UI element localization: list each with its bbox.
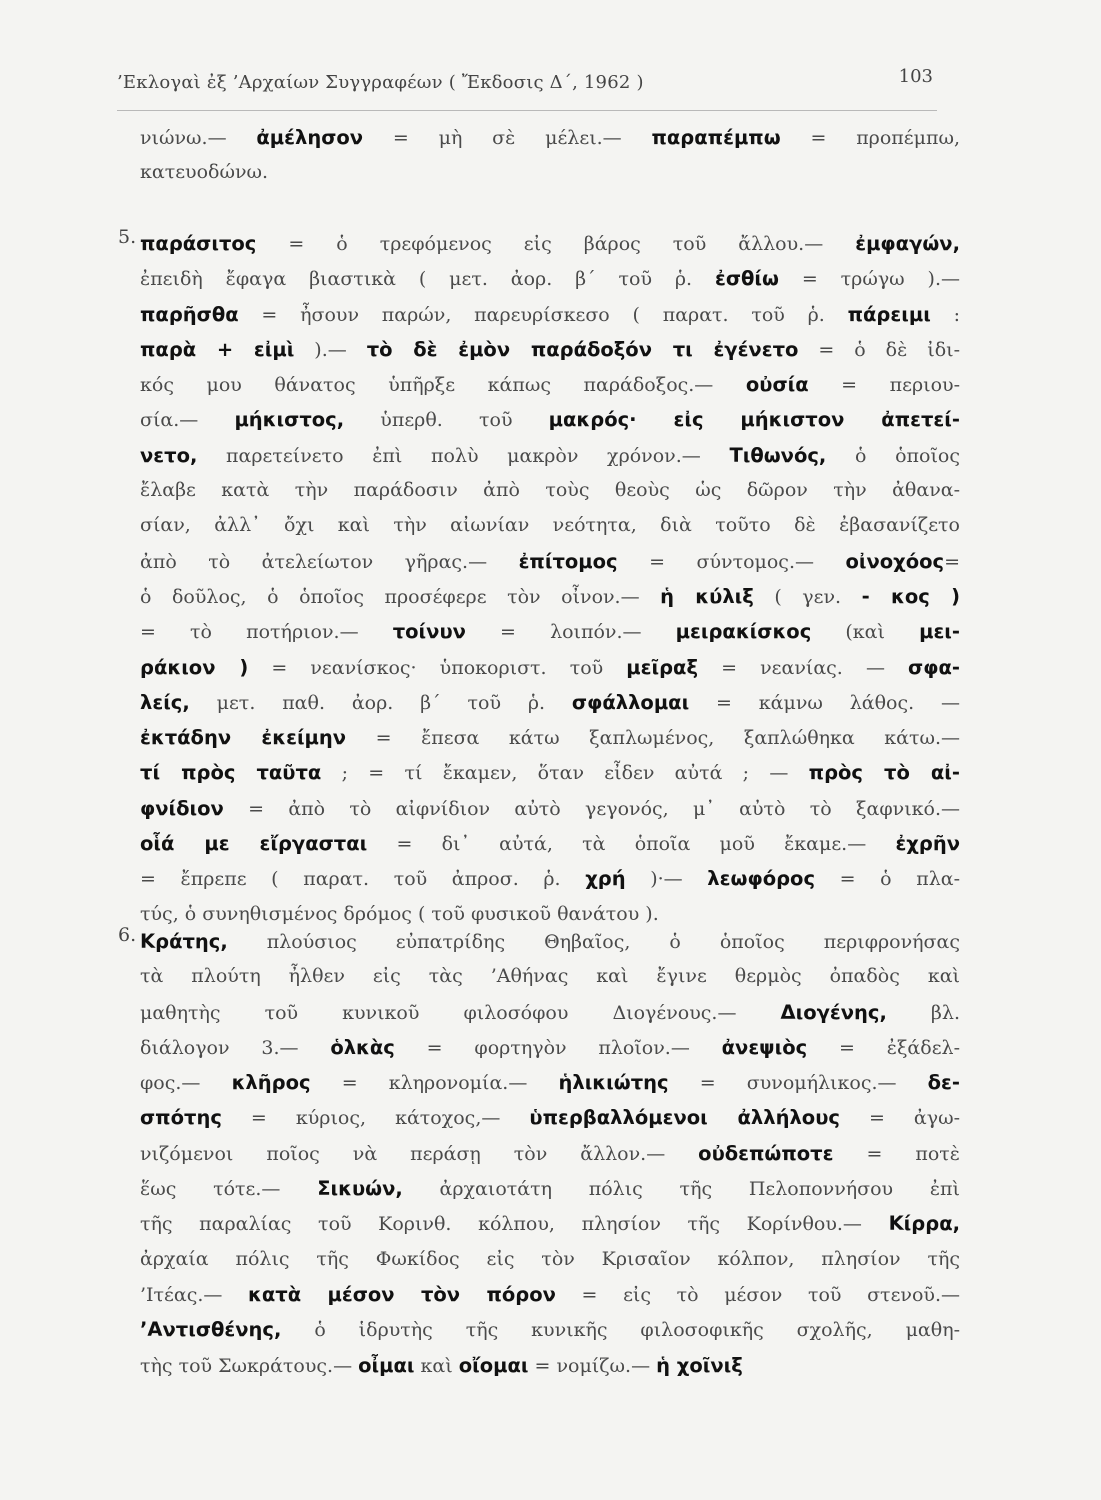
gloss-text: ἀρχαιοτάτη πόλις τῆς Πελοποννήσου ἐπὶ <box>402 1178 960 1201</box>
gloss-text: κατευοδώνω. <box>140 161 269 184</box>
gloss-text: = μὴ σὲ μέλει.— <box>363 127 652 149</box>
gloss-text: τύς, ὁ συνηθισμένος δρόμος ( τοῦ φυσικοῦ θανάτου ). <box>140 902 659 925</box>
glossary-term: τοίνυν <box>392 620 466 644</box>
glossary-term: πρὸς τὸ αἰ- <box>808 761 960 785</box>
gloss-text: = δι᾽ αὐτά, τὰ ὁποῖα μοῦ ἔκαμε.— <box>367 833 896 856</box>
glossary-term: παράσιτος <box>140 232 257 255</box>
gloss-text: = συνομήλικος.— <box>668 1072 928 1095</box>
gloss-text: ὁ δοῦλος, ὁ ὁποῖος προσέφερε τὸν οἶνον.— <box>140 585 661 608</box>
text-line <box>140 1171 960 1206</box>
gloss-text: = ποτὲ <box>833 1142 960 1165</box>
glossary-term: οἴομαι <box>458 1353 529 1377</box>
gloss-text: = ἀγω- <box>839 1107 960 1130</box>
glossary-term: - κος ) <box>861 584 960 608</box>
glossary-term: ἐμφαγών, <box>855 232 960 255</box>
glossary-term: τί πρὸς ταῦτα <box>140 761 322 785</box>
gloss-text: ( γεν. <box>753 585 862 608</box>
gloss-text: βλ. <box>886 1001 960 1024</box>
gloss-text: = λοιπόν.— <box>465 621 676 644</box>
text-line <box>140 959 960 994</box>
text-line <box>140 579 960 614</box>
text-line <box>140 1206 960 1241</box>
gloss-text: νιώνω.— <box>140 127 257 149</box>
gloss-text: = ὁ δὲ ἰδι- <box>798 338 960 361</box>
gloss-text: = ὁ τρεφόμενος εἰς βάρος τοῦ ἄλλου.— <box>256 233 856 255</box>
glossary-term: Τιθωνός, <box>729 443 827 467</box>
text-line <box>140 861 960 896</box>
gloss-text: = κληρονομία.— <box>310 1072 559 1095</box>
gloss-text: ἐπειδὴ ἔφαγα βιαστικὰ ( μετ. ἀορ. β΄ τοῦ ῥ. <box>140 268 715 291</box>
glossary-term: μεῖραξ <box>626 655 698 679</box>
text-line <box>140 1312 960 1347</box>
gloss-text: τὴς τοῦ Σωκράτους.— <box>140 1354 359 1377</box>
gloss-text: : <box>930 303 960 326</box>
gloss-text: ὑπερθ. τοῦ <box>344 409 549 432</box>
text-line <box>140 155 960 190</box>
gloss-text: ).— <box>294 338 367 361</box>
glossary-term: ἡλικιώτης <box>558 1071 669 1095</box>
text-line <box>140 995 960 1030</box>
glossary-term: Διογένης, <box>780 1000 887 1024</box>
gloss-text: κός μου θάνατος ὑπῆρξε κάπως παράδοξος.— <box>140 374 746 397</box>
text-line <box>140 544 960 579</box>
continuation-paragraph <box>140 120 960 191</box>
gloss-text: = νεανίας. — <box>697 656 909 679</box>
glossary-term: οἶμαι <box>358 1353 415 1377</box>
glossary-term: μειρακίσκος <box>675 620 812 644</box>
gloss-text: )·— <box>625 868 708 891</box>
gloss-text: καὶ <box>414 1354 459 1377</box>
section-number: 5. <box>118 226 137 248</box>
section-number: 6. <box>118 924 137 946</box>
gloss-text: σία.— <box>140 409 235 432</box>
text-line <box>140 120 960 155</box>
glossary-section-6 <box>118 924 960 1383</box>
glossary-term: ἐκτάδην ἐκείμην <box>140 726 347 750</box>
gloss-text: = ἀπὸ τὸ αἰφνίδιον αὐτὸ γεγονός, μ᾽ αὐτὸ τὸ ξαφνικό.— <box>223 797 960 820</box>
glossary-term: οἷά με εἴργασται <box>140 832 368 856</box>
paragraph-lines <box>140 120 960 191</box>
gloss-text: τὰ πλούτη ἦλθεν εἰς τὰς ’Αθήνας καὶ ἔγινε θερμὸς ὀπαδὸς καὶ <box>140 965 960 988</box>
text-line <box>140 1277 960 1312</box>
text-line <box>140 1030 960 1065</box>
gloss-text: ἕως τότε.— <box>140 1178 318 1201</box>
glossary-term: μει- <box>919 620 960 644</box>
text-line <box>140 826 960 861</box>
text-line <box>140 261 960 296</box>
gloss-text: ; = τί ἔκαμεν, ὅταν εἶδεν αὐτά ; — <box>321 762 809 785</box>
glossary-term: παρῆσθα <box>140 302 239 326</box>
glossary-term: λείς, <box>140 690 190 714</box>
glossary-term: σφα- <box>908 655 960 679</box>
text-line <box>140 402 960 437</box>
gloss-text: πλούσιος εὐπατρίδης Θηβαῖος, ὁ ὁποῖος περιφρονήσας <box>227 931 960 953</box>
gloss-text: ἀπὸ τὸ ἀτελείωτον γῆρας.— <box>140 550 519 573</box>
text-line <box>140 614 960 649</box>
gloss-text: = εἰς τὸ μέσον τοῦ στενοῦ.— <box>555 1283 960 1306</box>
gloss-text: = κύριος, κάτοχος,— <box>221 1107 530 1130</box>
gloss-text: = ἔπρεπε ( παρατ. τοῦ ἀπροσ. ῥ. <box>140 868 586 891</box>
paragraph-lines <box>140 226 960 932</box>
gloss-text: = φορτηγὸν πλοῖον.— <box>394 1036 722 1059</box>
gloss-text: τῆς παραλίας τοῦ Κορινθ. κόλπου, πλησίον τῆς Κορίνθου.— <box>140 1213 889 1236</box>
glossary-term: νετο, <box>140 443 198 467</box>
text-line <box>140 755 960 790</box>
gloss-text: παρετείνετο ἐπὶ πολὺ μακρὸν χρόνον.— <box>197 444 730 467</box>
glossary-term: πάρειμι <box>847 302 931 326</box>
glossary-term: κατὰ μέσον τὸν πόρον <box>248 1282 556 1306</box>
text-line <box>140 508 960 543</box>
header-title: ’Εκλογαὶ ἐξ ’Αρχαίων Συγγραφέων ( Ἔκδοσις Δ΄, 1962 ) <box>117 72 644 93</box>
text-line <box>140 438 960 473</box>
text-line <box>140 367 960 402</box>
glossary-term: δε- <box>927 1071 960 1095</box>
paragraph-lines <box>140 924 960 1383</box>
gloss-text: = ἐξάδελ- <box>807 1036 960 1059</box>
glossary-term: Σικυών, <box>317 1177 403 1201</box>
gloss-text: = περιου- <box>808 374 960 397</box>
glossary-term: τὸ δὲ ἐμὸν παράδοξόν τι ἐγένετο <box>366 337 799 361</box>
glossary-term: παραπέμπω <box>651 126 781 149</box>
glossary-term: Κράτης, <box>140 930 228 953</box>
glossary-term: μήκιστος, <box>234 408 345 432</box>
glossary-term: ’Αντισθένης, <box>140 1318 282 1342</box>
glossary-term: οὐσία <box>745 373 809 397</box>
glossary-term: ἀνεψιὸς <box>721 1035 808 1059</box>
glossary-term: ἐχρῆν <box>895 832 960 856</box>
gloss-text: μετ. παθ. ἀορ. β΄ τοῦ ῥ. <box>189 691 572 714</box>
glossary-term: σφάλλομαι <box>571 690 690 714</box>
glossary-term: οἰνοχόος <box>845 549 945 573</box>
glossary-term: Κίρρα, <box>888 1212 960 1236</box>
text-line <box>140 1065 960 1100</box>
glossary-term: ράκιον ) <box>140 655 249 679</box>
text-line <box>140 924 960 959</box>
text-line <box>140 297 960 332</box>
glossary-term: λεωφόρος <box>707 867 816 891</box>
gloss-text: = ἦσουν παρών, παρευρίσκεσο ( παρατ. τοῦ ῥ. <box>238 303 848 326</box>
glossary-term: ἐπίτομος <box>518 549 618 573</box>
gloss-text: = τὸ ποτήριον.— <box>140 621 393 644</box>
text-line <box>140 1242 960 1277</box>
text-line <box>140 720 960 755</box>
gloss-text: σίαν, ἀλλ᾽ ὄχι καὶ τὴν αἰωνίαν νεότητα, διὰ τοῦτο δὲ ἐβασανίζετο <box>140 514 960 537</box>
gloss-text: = προπέμπω, <box>780 127 960 149</box>
text-line <box>140 650 960 685</box>
glossary-term: ἀμέλησον <box>256 126 364 149</box>
text-line <box>140 791 960 826</box>
gloss-text: = τρώγω ).— <box>778 268 960 291</box>
gloss-text: μαθητὴς τοῦ κυνικοῦ φιλοσόφου Διογένους.— <box>140 1001 781 1024</box>
glossary-section-5 <box>118 226 960 932</box>
gloss-text: (καὶ <box>811 621 920 644</box>
glossary-term: ὑπερβαλλόμενοι ἀλλήλους <box>529 1106 840 1130</box>
gloss-text: = ὁ πλα- <box>815 868 960 891</box>
glossary-term: ὁλκὰς <box>330 1035 395 1059</box>
gloss-text: = νεανίσκος· ὑποκοριστ. τοῦ <box>248 656 627 679</box>
gloss-text: ’Ιτέας.— <box>140 1283 249 1306</box>
running-header <box>117 66 937 111</box>
glossary-term: ἡ χοῖνιξ <box>656 1353 743 1377</box>
gloss-text: = σύντομος.— <box>617 550 846 573</box>
glossary-term: σπότης <box>140 1106 222 1130</box>
glossary-term: κλῆρος <box>231 1071 311 1095</box>
text-line <box>140 473 960 508</box>
glossary-term: οὐδεπώποτε <box>698 1141 834 1165</box>
text-line <box>140 685 960 720</box>
gloss-text: ὁ ἱδρυτὴς τῆς κυνικῆς φιλοσοφικῆς σχολῆς, μαθη- <box>281 1319 960 1342</box>
gloss-text: φος.— <box>140 1072 232 1095</box>
glossary-term: παρὰ + εἰμὶ <box>140 337 295 361</box>
gloss-text: = <box>944 550 960 573</box>
text-line <box>140 332 960 367</box>
text-line <box>140 1348 960 1383</box>
gloss-text: = νομίζω.— <box>528 1354 657 1377</box>
text-line <box>140 1136 960 1171</box>
glossary-term: ἐσθίω <box>714 267 779 291</box>
glossary-term: μακρός· εἰς μήκιστον ἀπετεί- <box>548 408 960 432</box>
text-line <box>140 1100 960 1135</box>
glossary-term: χρή <box>585 867 626 891</box>
gloss-text: διάλογον 3.— <box>140 1036 331 1059</box>
text-line <box>140 226 960 261</box>
gloss-text: ἔλαβε κατὰ τὴν παράδοσιν ἀπὸ τοὺς θεοὺς ὡς δῶρον τὴν ἀθανα- <box>140 479 960 502</box>
page-number: 103 <box>898 66 933 87</box>
gloss-text: νιζόμενοι ποῖος νὰ περάσῃ τὸν ἄλλον.— <box>140 1142 699 1165</box>
glossary-term: φνίδιον <box>140 796 224 820</box>
gloss-text: ἀρχαία πόλις τῆς Φωκίδος εἰς τὸν Κρισαῖον κόλπον, πλησίον τῆς <box>140 1247 960 1270</box>
gloss-text: = ἔπεσα κάτω ξαπλωμένος, ξαπλώθηκα κάτω.— <box>346 727 960 750</box>
gloss-text: = κάμνω λάθος. — <box>689 691 960 714</box>
gloss-text: ὁ ὁποῖος <box>826 444 960 467</box>
glossary-term: ἡ κύλιξ <box>660 584 754 608</box>
